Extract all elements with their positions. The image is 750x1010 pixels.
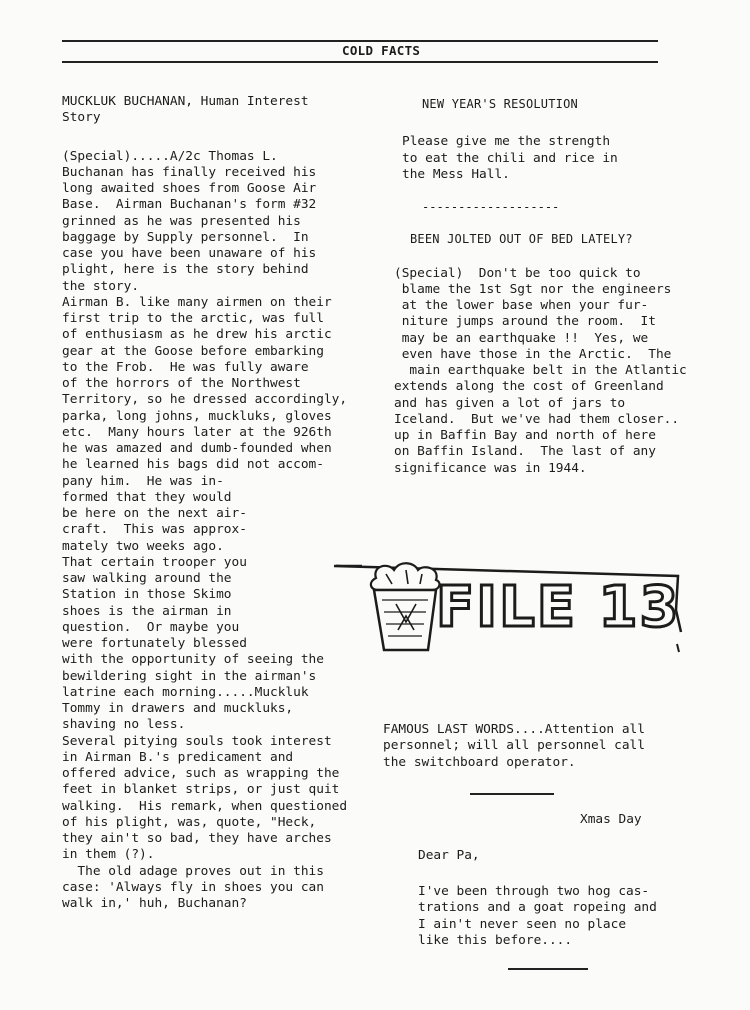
- article-headline-line: MUCKLUK BUCHANAN, Human Interest: [62, 94, 309, 109]
- article-body-line: be here on the next air-: [62, 506, 247, 521]
- article-body-line: craft. This was approx-: [62, 522, 247, 538]
- article-body-line: parka, long johns, muckluks, gloves: [62, 408, 332, 424]
- letter-salutation: Dear Pa,: [418, 848, 480, 863]
- article-body-line: Station in those Skimo: [62, 587, 232, 603]
- muckluk-article: [62, 94, 392, 912]
- article-body-line: etc. Many hours later at the 926th: [62, 424, 332, 440]
- file13-banner: [332, 560, 684, 660]
- article-body-line: That certain trooper you: [62, 554, 247, 570]
- article-body-line: baggage by Supply personnel. In: [62, 229, 309, 245]
- last-words-line: the switchboard operator.: [383, 754, 576, 770]
- article-body-line: (Special).....A/2c Thomas L.: [62, 148, 278, 164]
- article-body-line: Several pitying souls took interest: [62, 733, 332, 749]
- article-body-line: case: 'Always fly in shoes you can: [62, 879, 324, 895]
- article-body-line: walk in,' huh, Buchanan?: [62, 896, 247, 911]
- article-body-line: mately two weeks ago.: [62, 538, 224, 554]
- masthead-rule-bottom: [62, 61, 658, 63]
- article-body-line: Territory, so he dressed accordingly,: [62, 392, 348, 408]
- earthquake-body-line: extends along the cost of Greenland: [394, 379, 664, 395]
- section-divider: -------------------: [422, 200, 560, 214]
- article-body-line: formed that they would: [62, 489, 232, 505]
- bottom-rule: [508, 968, 588, 970]
- article-body-line: Tommy in drawers and muckluks,: [62, 701, 294, 716]
- masthead: [62, 34, 658, 66]
- article-body-line: of his plight, was, quote, "Heck,: [62, 814, 317, 830]
- resolution-line: to eat the chili and rice in: [402, 150, 618, 166]
- article-body-line: question. Or maybe you: [62, 619, 240, 635]
- article-body-line: they ain't so bad, they have arches: [62, 831, 332, 846]
- article-body-line: of the horrors of the Northwest: [62, 376, 301, 391]
- article-body-line: grinned as he was presented his: [62, 213, 301, 229]
- article-body-line: bewildering sight in the airman's: [62, 668, 317, 684]
- article-body-line: were fortunately blessed: [62, 636, 247, 651]
- article-body-line: in them (?).: [62, 847, 155, 863]
- article-body-line: of enthusiasm as he drew his arctic: [62, 327, 332, 343]
- earthquake-heading: BEEN JOLTED OUT OF BED LATELY?: [410, 232, 633, 247]
- earthquake-body-line: Iceland. But we've had them closer..: [394, 411, 680, 427]
- article-body-line: case you have been unaware of his: [62, 246, 317, 261]
- letter-body: [418, 884, 657, 949]
- resolution-line: the Mess Hall.: [402, 166, 510, 182]
- famous-last-words: [383, 722, 645, 771]
- right-column: [394, 96, 724, 477]
- earthquake-body: [394, 266, 724, 477]
- article-body-line: plight, here is the story behind: [62, 262, 309, 278]
- earthquake-body-line: main earthquake belt in the Atlantic: [394, 363, 687, 378]
- masthead-rule-top: [62, 40, 658, 42]
- article-body-line: with the opportunity of seeing the: [62, 652, 324, 668]
- earthquake-body-line: niture jumps around the room. It: [394, 314, 656, 330]
- article-body-line: the story.: [62, 278, 140, 294]
- article-body-line: offered advice, such as wrapping the: [62, 766, 340, 781]
- article-body-line: The old adage proves out in this: [62, 863, 324, 879]
- last-words-line: personnel; will all personnel call: [383, 738, 645, 754]
- short-rule: [470, 793, 554, 795]
- article-body-line: gear at the Goose before embarking: [62, 343, 324, 359]
- earthquake-body-line: may be an earthquake !! Yes, we: [394, 330, 649, 346]
- earthquake-body-line: (Special) Don't be too quick to: [394, 265, 641, 281]
- article-body-line: long awaited shoes from Goose Air: [62, 181, 317, 196]
- article-body-line: Base. Airman Buchanan's form #32: [62, 197, 317, 213]
- letter-line: trations and a goat ropeing and: [418, 900, 657, 916]
- resolution-line: Please give me the strength: [402, 134, 611, 150]
- article-body-line: in Airman B.'s predicament and: [62, 749, 294, 765]
- article-body-line: to the Frob. He was fully aware: [62, 359, 309, 375]
- article-body-line: first trip to the arctic, was full: [62, 311, 324, 326]
- article-body-line: feet in blanket strips, or just quit: [62, 782, 340, 798]
- letter-date: Xmas Day: [580, 812, 642, 827]
- letter-line: I've been through two hog cas-: [418, 884, 650, 899]
- article-body-line: shaving no less.: [62, 717, 186, 733]
- letter-line: like this before....: [418, 932, 573, 948]
- earthquake-body-line: on Baffin Island. The last of any: [394, 444, 656, 460]
- earthquake-body-line: significance was in 1944.: [394, 460, 587, 476]
- article-body: [62, 149, 392, 913]
- article-body-line: he learned his bags did not accom-: [62, 457, 324, 473]
- earthquake-body-line: at the lower base when your fur-: [394, 298, 649, 313]
- article-body-line: Airman B. like many airmen on their: [62, 294, 332, 310]
- earthquake-body-line: and has given a lot of jars to: [394, 395, 626, 411]
- resolution-heading: NEW YEAR'S RESOLUTION: [422, 97, 578, 111]
- article-body-line: Buchanan has finally received his: [62, 164, 317, 180]
- masthead-title: COLD FACTS: [342, 43, 421, 58]
- article-body-line: shoes is the airman in: [62, 603, 232, 619]
- letter-line: I ain't never seen no place: [418, 916, 627, 932]
- article-body-line: he was amazed and dumb-founded when: [62, 441, 332, 456]
- last-words-line: FAMOUS LAST WORDS....Attention all: [383, 722, 645, 737]
- article-body-line: pany him. He was in-: [62, 473, 224, 489]
- earthquake-body-line: up in Baffin Bay and north of here: [394, 428, 656, 443]
- file13-label: FILE 13: [436, 575, 681, 640]
- article-headline-line: Story: [62, 110, 101, 126]
- article-body-line: saw walking around the: [62, 571, 232, 586]
- earthquake-body-line: even have those in the Arctic. The: [394, 346, 672, 362]
- article-body-line: walking. His remark, when questioned: [62, 798, 348, 814]
- earthquake-body-line: blame the 1st Sgt nor the engineers: [394, 281, 672, 297]
- article-body-line: latrine each morning.....Muckluk: [62, 684, 309, 700]
